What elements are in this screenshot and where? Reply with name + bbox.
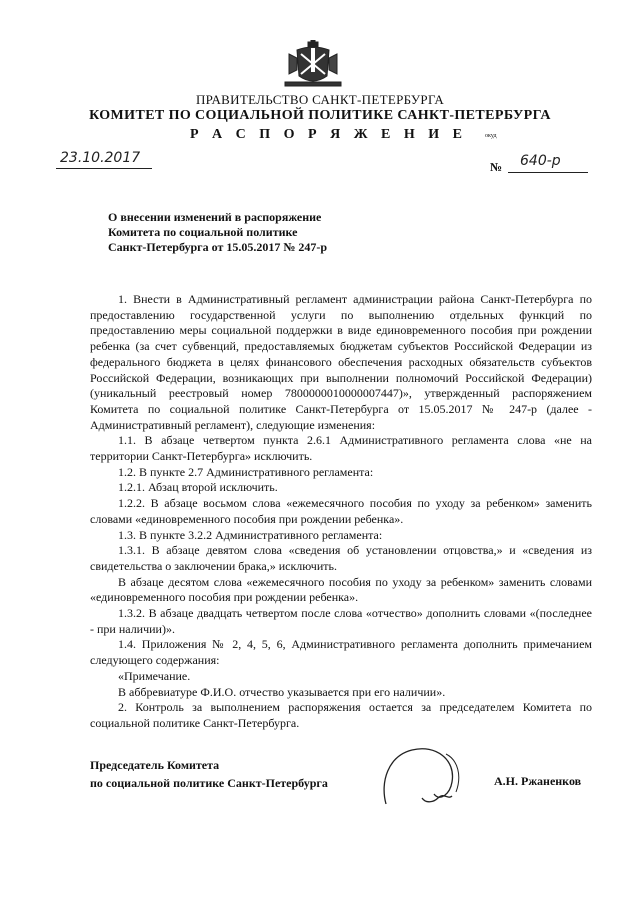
government-title: ПРАВИТЕЛЬСТВО САНКТ-ПЕТЕРБУРГА (195, 92, 445, 107)
paragraph-item-2: 2. Контроль за выполнением распоряжения остается за председателем Комитета по социальной политике Санкт-Петербурга. (90, 700, 592, 730)
signer-title-line: Председатель Комитета (90, 758, 220, 772)
number-underline (508, 172, 588, 173)
committee-title: КОМИТЕТ ПО СОЦИАЛЬНОЙ ПОЛИТИКЕ САНКТ-ПЕТЕРБУРГА (89, 108, 551, 123)
paragraph-item-1-2: 1.2. В пункте 2.7 Административного регламента: (118, 464, 374, 479)
paragraph-item-1-3: 1.3. В пункте 3.2.2 Административного регламента: (118, 527, 383, 542)
signer-title-line: по социальной политике Санкт-Петербурга (90, 776, 328, 790)
subject-line: О внесении изменений в распоряжение (108, 210, 322, 224)
paragraph-item-1-2-1: 1.2.1. Абзац второй исключить. (118, 480, 278, 495)
handwritten-signature-icon (378, 742, 488, 812)
paragraph-item-1-1: 1.1. В абзаце четвертом пункта 2.6.1 Административного регламента слова «не на территории Санкт-Петербурга» исключить. (90, 433, 592, 464)
coat-of-arms-emblem-icon (283, 40, 343, 88)
document-number: 640-р (520, 153, 561, 169)
date-underline (56, 168, 152, 169)
paragraph-item-1-2-2: 1.2.2. В абзаце восьмом слова «ежемесячного пособия по уходу за ребенком» заменить словами «единовременного пособия при рождении ребенка». (90, 496, 592, 526)
number-label: № (490, 160, 503, 174)
paragraph-item-1-3-1-b: В абзаце десятом слова «ежемесячного пособия по уходу за ребенком» заменить словами «единовременного пособия при рождении ребенка». (90, 574, 592, 605)
document-body (90, 292, 592, 732)
okud-label: окуд (485, 133, 497, 139)
paragraph-item-1: 1. Внести в Административный регламент администрации района Санкт-Петербурга по предоставлению государственной услуги по выполнению отдельных функций по предоставлению меры социальной поддержки в виде единовременного пособия при рождении ребенка (за счет субвенций, предоставляемых бюджетам субъектов Российской Федерации из федерального бюджета в целях финансового обеспечения расходных обязательств субъектов Российской Федерации, возникающих при выполнении полномочий Российской Федерации) (уникальный реестровый номер 7800000010000007447)», утвержденный распоряжением Комитета по социальной политике Санкт-Петербурга от 15.05.2017 № 247-р (далее - Административный регламент), следующие изменения: (90, 292, 592, 432)
paragraph-note-text: В аббревиатуре Ф.И.О. отчество указывается при его наличии». (118, 684, 446, 699)
paragraph-note-title: «Примечание. (118, 668, 191, 683)
document-type-title: Р А С П О Р Я Ж Е Н И Е (190, 127, 468, 142)
paragraph-item-1-4: 1.4. Приложения № 2, 4, 5, 6, Административного регламента дополнить примечанием следующего содержания: (90, 637, 592, 668)
document-date: 23.10.2017 (60, 150, 141, 166)
signer-title-block (90, 756, 328, 792)
subject-line: Комитета по социальной политике (108, 225, 298, 239)
paragraph-item-1-3-1: 1.3.1. В абзаце девятом слова «сведения об установлении отцовства,» и «сведения из свидетельства о заключении брака,» исключить. (90, 543, 592, 573)
subject-line: Санкт-Петербурга от 15.05.2017 № 247-р (108, 240, 328, 254)
subject-block (108, 210, 327, 255)
signer-name: А.Н. Ржаненков (494, 774, 582, 788)
paragraph-item-1-3-2: 1.3.2. В абзаце двадцать четвертом после слова «отчество» дополнить словами «(последнее - при наличии)». (90, 606, 592, 636)
